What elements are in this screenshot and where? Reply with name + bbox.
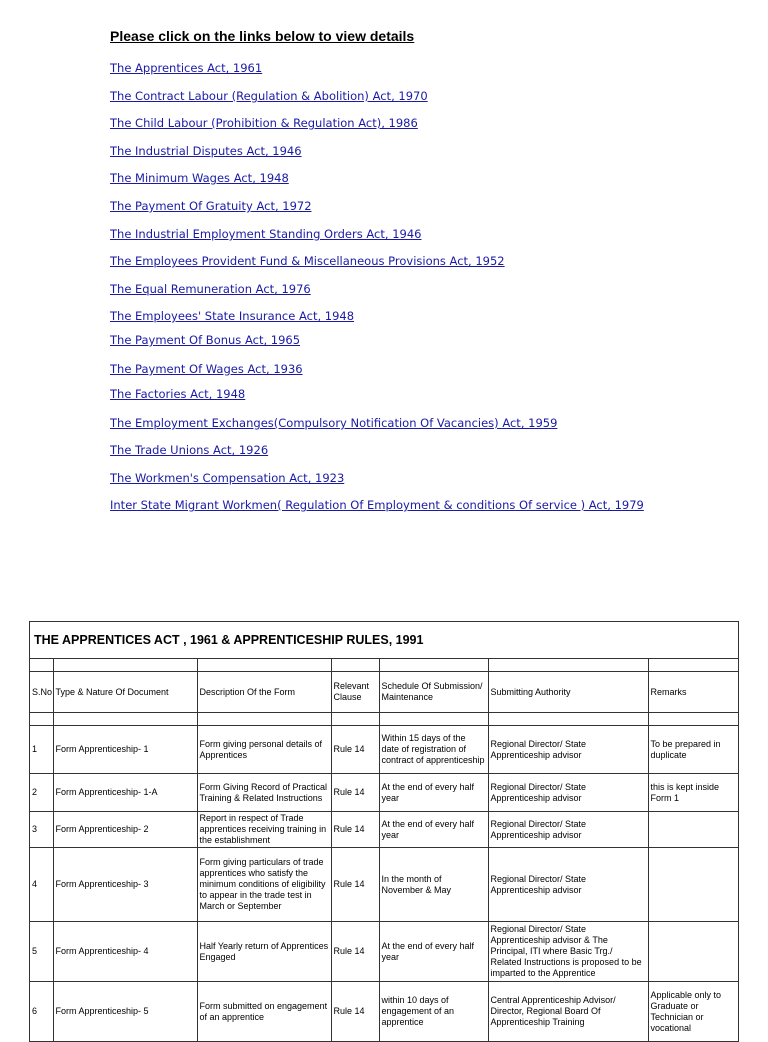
table-row	[30, 726, 738, 774]
link-minimum-wages-act[interactable]: The Minimum Wages Act, 1948	[110, 171, 289, 185]
link-payment-of-gratuity-act[interactable]: The Payment Of Gratuity Act, 1972	[110, 199, 312, 213]
link-contract-labour-act[interactable]: The Contract Labour (Regulation & Abolition) Act, 1970	[110, 89, 428, 103]
header-clause: Relevant Clause	[331, 672, 379, 713]
cell-schedule: within 10 days of engagement of an apprentice	[379, 982, 488, 1042]
header-description: Description Of the Form	[197, 672, 331, 713]
cell-schedule: At the end of every half year	[379, 922, 488, 982]
link-payment-of-wages-act[interactable]: The Payment Of Wages Act, 1936	[110, 362, 303, 376]
sheet-title: THE APPRENTICES ACT , 1961 & APPRENTICESHIP RULES, 1991	[30, 622, 738, 659]
cell-type: Form Apprenticeship- 1-A	[53, 774, 197, 812]
link-child-labour-act[interactable]: The Child Labour (Prohibition & Regulation Act), 1986	[110, 116, 418, 130]
table-row	[30, 774, 738, 812]
forms-table	[30, 659, 738, 1042]
header-sno: S.No	[30, 672, 53, 713]
link-apprentices-act[interactable]: The Apprentices Act, 1961	[110, 61, 263, 75]
header-row	[30, 672, 738, 713]
cell-sno: 1	[30, 726, 53, 774]
link-employees-state-insurance-act[interactable]: The Employees' State Insurance Act, 1948	[110, 309, 355, 323]
cell-description: Report in respect of Trade apprentices receiving training in the establishment	[197, 812, 331, 848]
cell-authority: Regional Director/ State Apprenticeship advisor	[488, 774, 648, 812]
cell-sno: 5	[30, 922, 53, 982]
cell-clause: Rule 14	[331, 812, 379, 848]
cell-authority: Regional Director/ State Apprenticeship advisor & The Principal, ITI where Basic Trg./ Related Instructions is proposed to be imparted to the Apprentice	[488, 922, 648, 982]
spacer-row	[30, 713, 738, 726]
cell-schedule: At the end of every half year	[379, 812, 488, 848]
table-row	[30, 812, 738, 848]
cell-clause: Rule 14	[331, 726, 379, 774]
link-employment-exchanges-act[interactable]: The Employment Exchanges(Compulsory Notification Of Vacancies) Act, 1959	[110, 416, 558, 430]
apprentices-act-sheet	[29, 621, 739, 1042]
header-authority: Submitting Authority	[488, 672, 648, 713]
cell-clause: Rule 14	[331, 922, 379, 982]
table-row	[30, 982, 738, 1042]
table-row	[30, 922, 738, 982]
header-schedule: Schedule Of Submission/ Maintenance	[379, 672, 488, 713]
cell-type: Form Apprenticeship- 3	[53, 848, 197, 922]
cell-type: Form Apprenticeship- 5	[53, 982, 197, 1042]
link-workmens-compensation-act[interactable]: The Workmen's Compensation Act, 1923	[110, 471, 345, 485]
link-factories-act[interactable]: The Factories Act, 1948	[110, 387, 246, 401]
cell-schedule: At the end of every half year	[379, 774, 488, 812]
cell-remarks	[648, 812, 738, 848]
cell-sno: 3	[30, 812, 53, 848]
cell-remarks: To be prepared in duplicate	[648, 726, 738, 774]
cell-clause: Rule 14	[331, 774, 379, 812]
cell-description: Form Giving Record of Practical Training & Related Instructions	[197, 774, 331, 812]
link-equal-remuneration-act[interactable]: The Equal Remuneration Act, 1976	[110, 282, 311, 296]
link-employees-provident-fund-act[interactable]: The Employees Provident Fund & Miscellaneous Provisions Act, 1952	[110, 254, 505, 268]
link-inter-state-migrant-workmen-act[interactable]: Inter State Migrant Workmen( Regulation Of Employment & conditions Of service ) Act, 1979	[110, 498, 644, 512]
cell-remarks	[648, 848, 738, 922]
cell-authority: Regional Director/ State Apprenticeship advisor	[488, 812, 648, 848]
cell-clause: Rule 14	[331, 848, 379, 922]
cell-description: Form giving personal details of Apprentices	[197, 726, 331, 774]
cell-authority: Regional Director/ State Apprenticeship advisor	[488, 726, 648, 774]
link-industrial-employment-standing-orders-act[interactable]: The Industrial Employment Standing Orders Act, 1946	[110, 227, 422, 241]
cell-remarks: Applicable only to Graduate or Technician or vocational	[648, 982, 738, 1042]
cell-type: Form Apprenticeship- 2	[53, 812, 197, 848]
cell-remarks: this is kept inside Form 1	[648, 774, 738, 812]
spacer-row	[30, 659, 738, 672]
header-remarks: Remarks	[648, 672, 738, 713]
header-type: Type & Nature Of Document	[53, 672, 197, 713]
cell-type: Form Apprenticeship- 1	[53, 726, 197, 774]
cell-type: Form Apprenticeship- 4	[53, 922, 197, 982]
cell-sno: 4	[30, 848, 53, 922]
cell-sno: 2	[30, 774, 53, 812]
page-heading: Please click on the links below to view details	[110, 28, 415, 44]
cell-remarks	[648, 922, 738, 982]
cell-description: Form giving particulars of trade apprentices who satisfy the minimum conditions of eligibility to appear in the trade test in March or September	[197, 848, 331, 922]
cell-authority: Central Apprenticeship Advisor/ Director, Regional Board Of Apprenticeship Training	[488, 982, 648, 1042]
table-row	[30, 848, 738, 922]
link-industrial-disputes-act[interactable]: The Industrial Disputes Act, 1946	[110, 144, 302, 158]
cell-clause: Rule 14	[331, 982, 379, 1042]
cell-schedule: In the month of November & May	[379, 848, 488, 922]
link-trade-unions-act[interactable]: The Trade Unions Act, 1926	[110, 443, 269, 457]
cell-sno: 6	[30, 982, 53, 1042]
cell-description: Form submitted on engagement of an apprentice	[197, 982, 331, 1042]
cell-schedule: Within 15 days of the date of registration of contract of apprenticeship	[379, 726, 488, 774]
link-payment-of-bonus-act[interactable]: The Payment Of Bonus Act, 1965	[110, 333, 301, 347]
cell-authority: Regional Director/ State Apprenticeship advisor	[488, 848, 648, 922]
cell-description: Half Yearly return of Apprentices Engaged	[197, 922, 331, 982]
